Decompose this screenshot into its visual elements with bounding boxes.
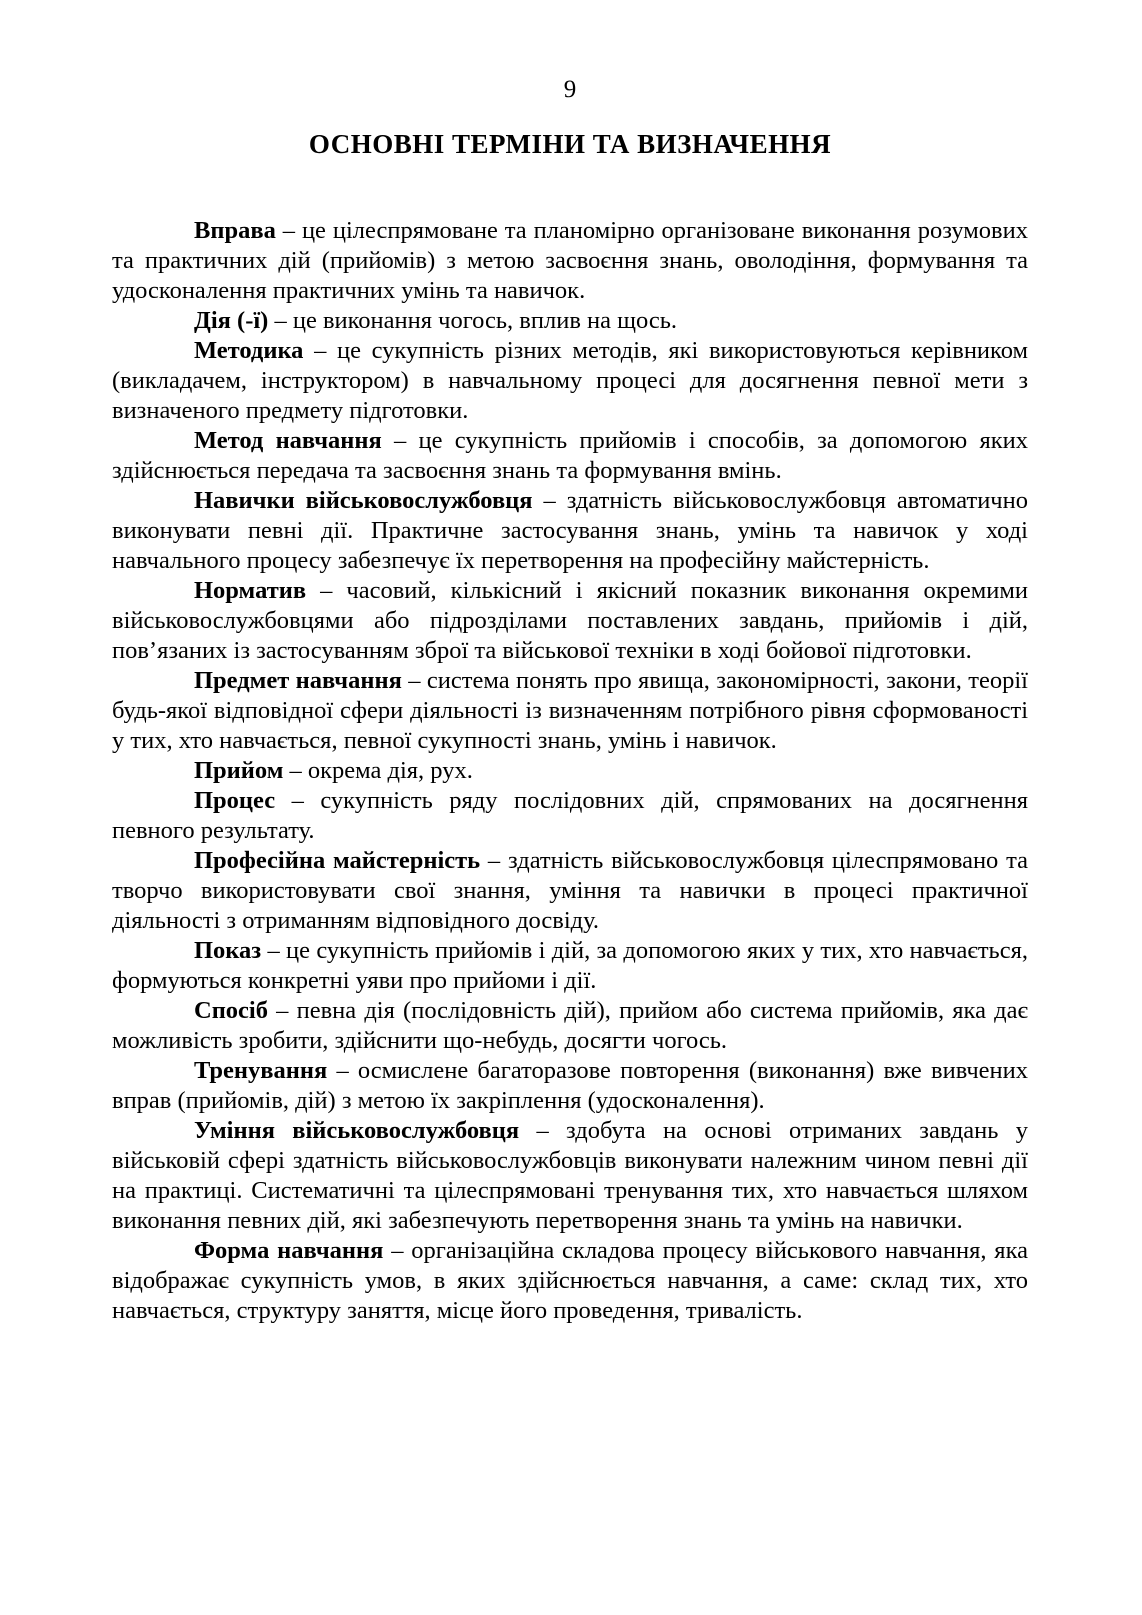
term-label: Спосіб — [194, 997, 268, 1024]
definition-paragraph-forma-navchannya — [112, 1236, 1028, 1326]
definition-text: – це сукупність прийомів і дій, за допомогою яких у тих, хто навчається, формуються конкретні уяви про прийоми і дії. — [112, 937, 1028, 994]
definition-paragraph-sposib — [112, 996, 1028, 1056]
term-label: Процес — [194, 787, 276, 814]
definition-paragraph-diya — [112, 306, 1028, 336]
definition-text: – система понять про явища, закономірності, закони, теорії будь-якої відповідної сфери діяльності із визначенням потрібного рівня сформованості у тих, хто навчається, певної сукупності знань, умінь і навичок. — [112, 667, 1028, 754]
term-label: Дія (-ї) — [194, 307, 269, 334]
term-label: Уміння військовослужбовця — [194, 1117, 520, 1144]
definition-text: – здатність військовослужбовця автоматично виконувати певні дії. Практичне застосування знань, умінь та навичок у ході навчального процесу забезпечує їх перетворення на професійну майстерність. — [112, 487, 1028, 574]
term-label: Форма навчання — [194, 1237, 384, 1264]
definition-text: – це сукупність різних методів, які використовуються керівником (викладачем, інструктором) в навчальному процесі для досягнення певної мети з визначеного предмету підготовки. — [112, 337, 1028, 424]
definition-paragraph-predmet-navchannya — [112, 666, 1028, 756]
term-label: Навички військовослужбовця — [194, 487, 533, 514]
definition-text: – сукупність ряду послідовних дій, спрямованих на досягнення певного результату. — [112, 787, 1028, 844]
term-label: Професійна майстерність — [194, 847, 481, 874]
term-label: Показ — [194, 937, 262, 964]
definition-paragraph-vprava — [112, 216, 1028, 306]
definition-paragraph-metod-navchannya — [112, 426, 1028, 486]
definition-text: – певна дія (послідовність дій), прийом або система прийомів, яка дає можливість зробити, здійснити що-небудь, досягти чогось. — [112, 997, 1028, 1054]
definition-text: – здатність військовослужбовця цілеспрямовано та творчо використовувати свої знання, уміння та навички в процесі практичної діяльності з отриманням відповідного досвіду. — [112, 847, 1028, 934]
definition-paragraph-navychky — [112, 486, 1028, 576]
definition-text: – це цілеспрямоване та планомірно організоване виконання розумових та практичних дій (прийомів) з метою засвоєння знань, оволодіння, формування та удосконалення практичних умінь та навичок. — [112, 217, 1028, 304]
definition-text: – це виконання чогось, вплив на щось. — [268, 307, 678, 334]
term-label: Вправа — [194, 217, 276, 244]
term-label: Тренування — [194, 1057, 328, 1084]
definition-paragraph-pryyom — [112, 756, 1028, 786]
page-number: 9 — [563, 76, 577, 103]
definition-text: – це сукупність прийомів і способів, за допомогою яких здійснюється передача та засвоєння знань та формування вмінь. — [112, 427, 1029, 484]
definition-text: – організаційна складова процесу військового навчання, яка відображає сукупність умов, в яких здійснюється навчання, а саме: склад тих, хто навчається, структуру заняття, місце його проведення, тривалість. — [112, 1237, 1028, 1324]
page-title: ОСНОВНІ ТЕРМІНИ ТА ВИЗНАЧЕННЯ — [308, 129, 832, 159]
term-label: Методика — [194, 337, 304, 364]
definition-paragraph-profesiyna-maysternist — [112, 846, 1028, 936]
term-label: Метод навчання — [194, 427, 382, 454]
definition-text: – окрема дія, рух. — [283, 757, 473, 784]
term-label: Предмет навчання — [194, 667, 402, 694]
definition-paragraph-normatyv — [112, 576, 1028, 666]
definition-text: – здобута на основі отриманих завдань у військовій сфері здатність військовослужбовців виконувати належним чином певні дії на практиці. Систематичні та цілеспрямовані тренування тих, хто навчається шляхом виконання певних дій, які забезпечують перетворення знань та умінь на навички. — [112, 1117, 1028, 1234]
definition-paragraph-uminnya — [112, 1116, 1028, 1236]
definition-paragraph-metodyka — [112, 336, 1028, 426]
definition-text: – часовий, кількісний і якісний показник виконання окремими військовослужбовцями або підрозділами поставлених завдань, прийомів і дій, пов’язаних із застосуванням зброї та військової техніки в ході бойової підготовки. — [112, 577, 1028, 664]
definition-text: – осмислене багаторазове повторення (виконання) вже вивчених вправ (прийомів, дій) з метою їх закріплення (удосконалення). — [112, 1057, 1028, 1114]
definition-paragraph-pokaz — [112, 936, 1028, 996]
term-label: Норматив — [194, 577, 307, 604]
definition-paragraph-protses — [112, 786, 1028, 846]
definition-paragraph-trenuvannya — [112, 1056, 1028, 1116]
term-label: Прийом — [194, 757, 284, 784]
